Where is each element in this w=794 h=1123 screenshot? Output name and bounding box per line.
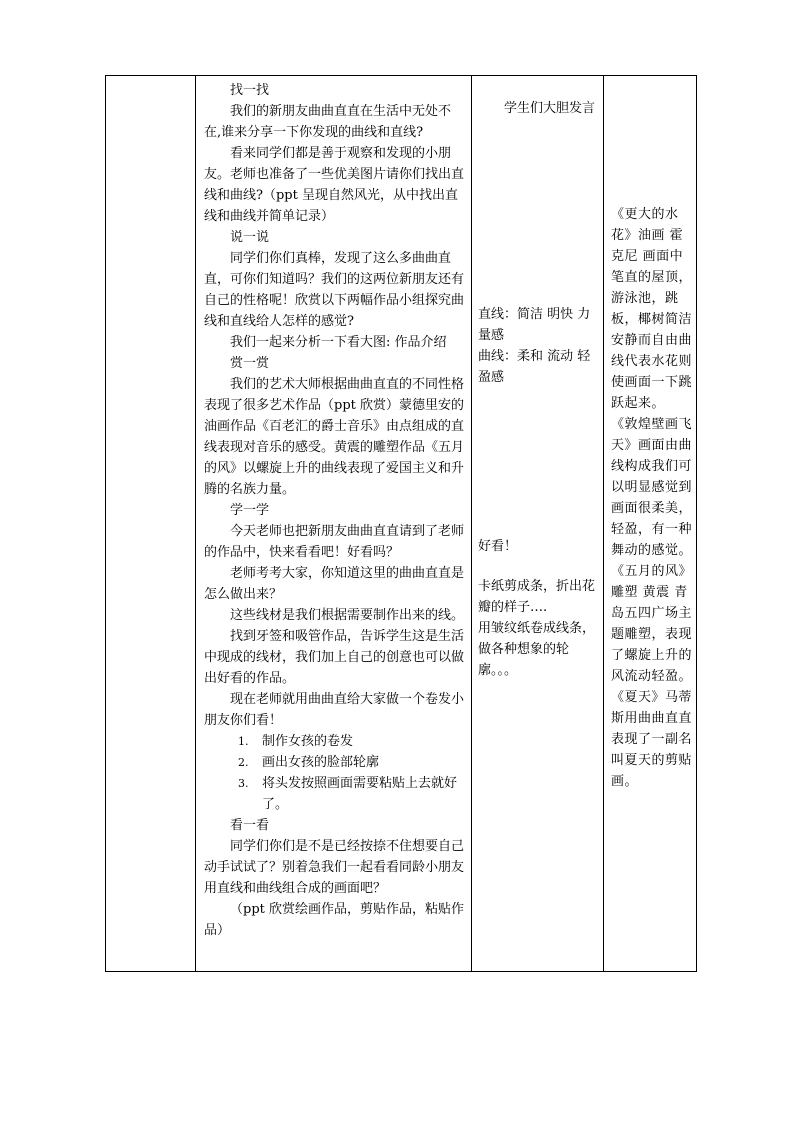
- student-response: 曲线：柔和 流动 轻盈感: [478, 349, 591, 385]
- student-response: 卡纸剪成条，折出花瓣的样子….: [478, 579, 596, 615]
- paragraph: （ppt 欣赏绘画作品，剪贴作品，粘贴作品）: [204, 902, 465, 938]
- teacher-activity-cell: [204, 80, 466, 941]
- paragraph: 现在老师就用曲曲直给大家做一个卷发小朋友你们看！: [204, 692, 465, 728]
- paragraph: 我们一起来分析一下看大图: 作品介绍: [230, 335, 447, 350]
- section-heading: 找一找: [230, 83, 270, 98]
- paragraph: 找到牙签和吸管作品，告诉学生这是生活中现成的线材，我们加上自己的创意也可以做出好看的作品。: [204, 629, 465, 686]
- section-heading: 赏一赏: [230, 356, 270, 371]
- student-response: 用皱纹纸卷成线条，做各种想象的轮廓。。。: [478, 621, 596, 678]
- student-response: 学生们大胆发言: [504, 101, 596, 116]
- student-response: 好看！: [478, 539, 518, 554]
- list-item: 2. 画出女孩的脸部轮廓: [238, 755, 380, 770]
- section-heading: 说一说: [230, 230, 270, 245]
- artwork-note: 《夏天》马蒂斯用曲曲直直表现了一副名叫夏天的剪贴画。: [611, 690, 693, 789]
- artwork-note: 《五月的风》雕塑 黄震 青岛五四广场主题雕塑，表现了螺旋上升的风流动轻盈。: [611, 564, 693, 684]
- paragraph: 我们的艺术大师根据曲曲直直的不同性格表现了很多艺术作品（ppt 欣赏）蒙德里安的油画作品《百老汇的爵士音乐》由点组成的直线表现对音乐的感受。黄震的雕塑作品《五月的风》以螺旋上升的曲线表现了爱国主义和升腾的名族力量。: [204, 377, 465, 497]
- section-heading: 看一看: [230, 818, 270, 833]
- section-heading: 学一学: [230, 503, 270, 518]
- paragraph: 老师考考大家，你知道这里的曲曲直直是怎么做出来？: [204, 566, 465, 602]
- list-item: 3. 将头发按照画面需要粘贴上去就好了。: [238, 776, 458, 812]
- paragraph: 同学们你们是不是已经按捺不住想要自己动手试试了？别着急我们一起看看同龄小朋友用直线和曲线组合成的画面吧？: [204, 839, 465, 896]
- paragraph: 我们的新朋友曲曲直直在生活中无处不在,谁来分享一下你发现的曲线和直线?: [204, 104, 452, 140]
- lesson-table: [105, 75, 697, 972]
- column-divider: [603, 76, 604, 971]
- paragraph: 同学们你们真棒，发现了这么多曲曲直直，可你们知道吗？我们的这两位新朋友还有自己的性格呢！欣赏以下两幅作品小组探究曲线和直线给人怎样的感觉?: [204, 251, 465, 329]
- notes-cell: [611, 204, 695, 792]
- artwork-note: 《敦煌壁画飞天》画面由曲线构成我们可以明显感觉到画面很柔美，轻盈，有一种舞动的感觉。: [611, 417, 693, 558]
- paragraph: 看来同学们都是善于观察和发现的小朋友。老师也准备了一些优美图片请你们找出直线和曲线?（ppt 呈现自然风光，从中找出直线和曲线并简单记录）: [204, 146, 465, 224]
- column-divider: [195, 76, 196, 971]
- column-divider: [471, 76, 472, 971]
- artwork-note: 《更大的水花》油画 霍克尼 画面中笔直的屋顶，游泳池，跳板，椰树简洁安静而自由曲线代表水花则使画面一下跳跃起来。: [611, 207, 693, 411]
- list-item: 1. 制作女孩的卷发: [238, 734, 354, 749]
- paragraph: 这些线材是我们根据需要制作出来的线。: [230, 608, 465, 623]
- line-feelings: [478, 304, 600, 388]
- paragraph: 今天老师也把新朋友曲曲直直请到了老师的作品中，快来看看吧！好看吗？: [204, 524, 465, 560]
- steps-list: [204, 731, 466, 815]
- student-response: 直线：简洁 明快 力量感: [478, 307, 591, 343]
